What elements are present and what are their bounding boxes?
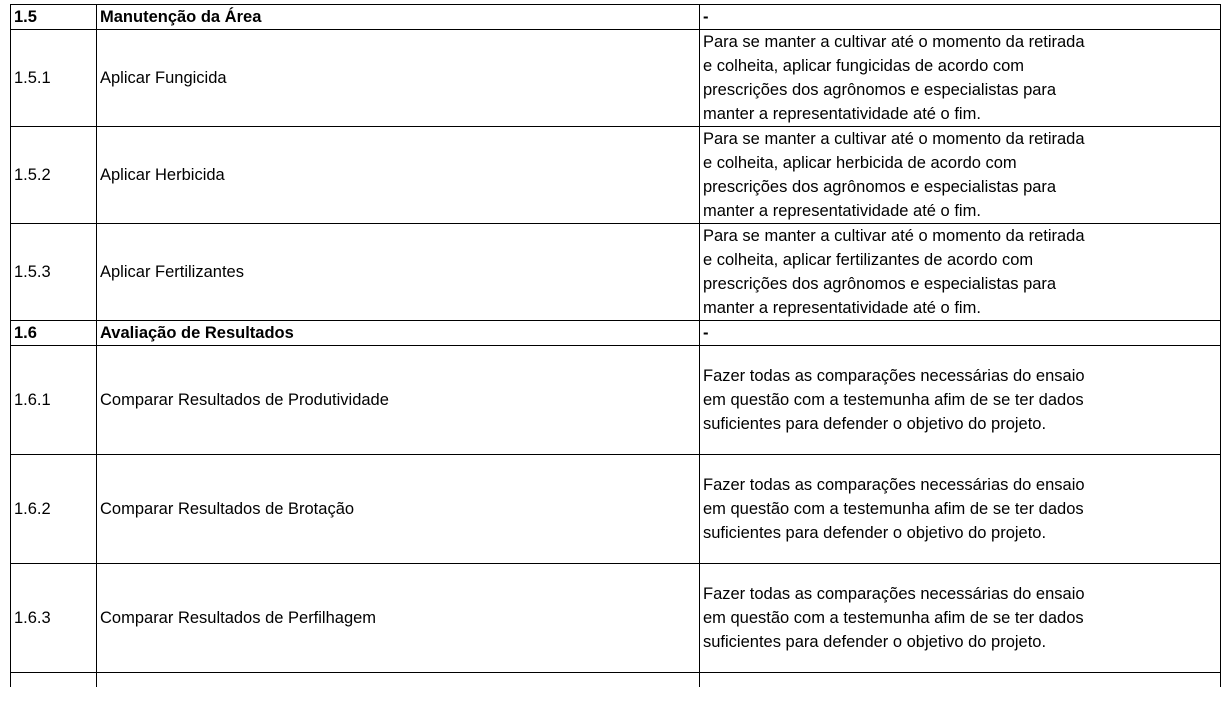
title-cell: Comparar Resultados de Produtividade xyxy=(97,346,700,455)
description-line: em questão com a testemunha afim de se ter dados xyxy=(703,500,1084,518)
code-cell: 1.5 xyxy=(11,5,97,30)
task-table xyxy=(10,4,1221,687)
description-line: Para se manter a cultivar até o momento da retirada xyxy=(703,33,1085,51)
title-cell: Aplicar Fungicida xyxy=(97,30,700,127)
task-table-body xyxy=(11,5,1221,688)
title-cell: Manutenção da Área xyxy=(97,5,700,30)
description-line: Para se manter a cultivar até o momento da retirada xyxy=(703,227,1085,245)
partial-row xyxy=(11,673,1221,688)
title-cell: Avaliação de Resultados xyxy=(97,321,700,346)
description-line: e colheita, aplicar fertilizantes de acordo com xyxy=(703,251,1034,269)
description-cell xyxy=(700,564,1221,673)
task-row xyxy=(11,564,1221,673)
empty-cell xyxy=(700,673,1221,688)
section-row xyxy=(11,321,1221,346)
title-cell: Comparar Resultados de Brotação xyxy=(97,455,700,564)
code-cell: 1.5.1 xyxy=(11,30,97,127)
description-line: manter a representatividade até o fim. xyxy=(703,105,981,123)
description-line: em questão com a testemunha afim de se ter dados xyxy=(703,609,1084,627)
task-row xyxy=(11,127,1221,224)
title-cell: Aplicar Fertilizantes xyxy=(97,224,700,321)
empty-cell xyxy=(11,673,97,688)
description-line: e colheita, aplicar fungicidas de acordo com xyxy=(703,57,1025,75)
description-line: Fazer todas as comparações necessárias do ensaio xyxy=(703,367,1085,385)
code-cell: 1.6.2 xyxy=(11,455,97,564)
description-line: suficientes para defender o objetivo do projeto. xyxy=(703,633,1047,651)
code-cell: 1.6.1 xyxy=(11,346,97,455)
empty-cell xyxy=(97,673,700,688)
title-cell: Aplicar Herbicida xyxy=(97,127,700,224)
code-cell: 1.5.2 xyxy=(11,127,97,224)
description-line: manter a representatividade até o fim. xyxy=(703,299,981,317)
description-cell xyxy=(700,346,1221,455)
description-cell xyxy=(700,455,1221,564)
code-cell: 1.6.3 xyxy=(11,564,97,673)
description-line: suficientes para defender o objetivo do projeto. xyxy=(703,524,1047,542)
section-row xyxy=(11,5,1221,30)
description-line: prescrições dos agrônomos e especialistas para xyxy=(703,178,1057,196)
title-cell: Comparar Resultados de Perfilhagem xyxy=(97,564,700,673)
description-line: Fazer todas as comparações necessárias do ensaio xyxy=(703,585,1085,603)
task-row xyxy=(11,346,1221,455)
task-row xyxy=(11,30,1221,127)
task-row xyxy=(11,455,1221,564)
code-cell: 1.6 xyxy=(11,321,97,346)
task-row xyxy=(11,224,1221,321)
description-line: Fazer todas as comparações necessárias do ensaio xyxy=(703,476,1085,494)
description-cell xyxy=(700,30,1221,127)
description-line: Para se manter a cultivar até o momento da retirada xyxy=(703,130,1085,148)
code-cell: 1.5.3 xyxy=(11,224,97,321)
description-line: e colheita, aplicar herbicida de acordo com xyxy=(703,154,1017,172)
description-cell: - xyxy=(700,5,1221,30)
description-cell xyxy=(700,224,1221,321)
description-line: manter a representatividade até o fim. xyxy=(703,202,981,220)
description-cell xyxy=(700,127,1221,224)
description-line: em questão com a testemunha afim de se ter dados xyxy=(703,391,1084,409)
description-cell: - xyxy=(700,321,1221,346)
description-line: prescrições dos agrônomos e especialistas para xyxy=(703,275,1057,293)
description-line: suficientes para defender o objetivo do projeto. xyxy=(703,415,1047,433)
description-line: prescrições dos agrônomos e especialistas para xyxy=(703,81,1057,99)
